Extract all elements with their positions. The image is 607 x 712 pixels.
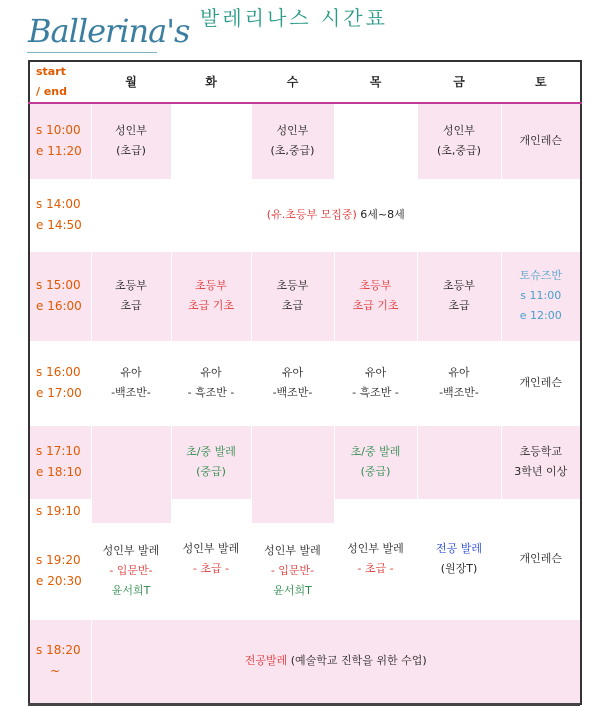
class-cell [171,251,251,341]
class-name: 유아 [120,366,142,379]
class-cell: 개인레슨 [501,499,581,619]
class-level: (초,중급) [437,144,481,158]
day-wed: 수 [251,61,334,103]
class-cell [251,341,334,425]
tilde: ~ [50,664,61,679]
class-cell: 개인레슨 [501,103,581,179]
end-time: e 12:00 [519,309,562,322]
class-name: 유아 [364,366,387,379]
class-cell [251,523,334,619]
class-level: - 입문반- [109,564,153,577]
class-cell [91,251,171,341]
row-1000 [29,103,581,179]
row-1400 [29,179,581,251]
class-name: 초등부 [276,279,309,292]
row-1710 [29,425,581,499]
class-cell [171,499,251,619]
start-time: s 10:00 [36,123,81,138]
class-level: -백조반- [439,386,479,399]
logo-underline [27,52,157,53]
ballerinas-logo: Ballerina's [28,12,190,50]
class-cell [334,251,417,341]
day-thu: 목 [334,61,417,103]
empty-cell [171,103,251,179]
teacher-name: 윤서희T [273,584,312,597]
class-cell [501,425,581,499]
class-name: 성인부 발레 [264,544,321,557]
class-name: 성인부 발레 [102,544,160,557]
start-time: s 16:00 [36,365,81,379]
start-label: start [36,65,66,78]
time-cell: s 19:10 [29,499,91,523]
class-cell [171,341,251,425]
time-cell [29,251,91,341]
start-end-header [29,61,91,103]
class-name: 초등부 [195,279,227,292]
class-level: 초급 [120,299,142,312]
class-cell [91,103,171,179]
day-mon: 월 [91,61,171,103]
class-level: -백조반- [111,386,151,399]
day-sat: 토 [501,61,581,103]
class-level: 3학년 이상 [514,465,568,478]
recruiting-label: (유.초등부 모집중) [266,208,357,221]
class-level: (중급) [196,465,226,478]
class-cell [417,499,501,619]
class-level: 초급 기초 [187,299,234,312]
teacher-name: (원장T) [440,562,478,575]
class-cell [251,103,334,179]
row-1500 [29,251,581,341]
class-name: 전공 발레 [435,542,482,555]
class-level: - 흑조반 - [352,386,399,399]
end-time: e 16:00 [36,299,82,313]
recruiting-banner [91,179,581,251]
class-level: -백조반- [272,386,313,399]
time-cell [29,103,91,179]
class-name: 성인부 [115,124,147,138]
age-range: 6세~8세 [360,208,405,221]
start-time: s 19:20 [36,553,81,567]
class-level: - 초급 - [357,562,394,575]
class-name: 초/중 발레 [186,445,236,458]
header-row [29,61,581,103]
start-time: s 14:00 [36,197,81,211]
time-cell [29,523,91,619]
class-name: 유아 [281,366,304,379]
end-time: e 14:50 [36,218,82,232]
class-name: 성인부 발레 [347,542,404,555]
teacher-name: 윤서희T [111,584,151,597]
end-label: / end [36,85,68,98]
class-cell: 개인레슨 [501,341,581,425]
empty-cell [334,103,417,179]
time-cell [29,341,91,425]
day-fri: 금 [417,61,501,103]
class-name: 성인부 [443,124,475,138]
class-level: 초급 [448,299,470,312]
major-class-description: (예술학교 진학을 위한 수업) [290,654,427,668]
timetable [28,60,582,705]
class-cell [501,251,581,341]
class-name: 초등부 [115,279,147,292]
major-class-label: 전공발레 [244,654,288,668]
day-tue: 화 [171,61,251,103]
class-name: 초/중 발레 [350,445,401,458]
class-cell [334,341,417,425]
end-time: e 20:30 [36,574,82,588]
empty-cell [91,425,171,523]
time-cell [29,619,91,704]
start-time: s 15:00 [36,278,81,292]
class-level: (초급) [116,144,146,158]
time-cell [29,179,91,251]
major-class-banner [91,619,581,704]
class-level: (초,중급) [270,144,315,158]
class-name: 성인부 발레 [182,542,240,555]
class-name: 유아 [200,366,222,379]
class-level: (중급) [360,465,391,478]
class-name: 초등부 [359,279,392,292]
class-name: 유아 [448,366,470,379]
time-cell [29,425,91,499]
class-level: - 초급 - [192,562,230,575]
empty-cell [251,425,334,523]
empty-cell [417,425,501,499]
class-cell [251,251,334,341]
class-name: 초등학교 [519,445,562,458]
end-time: e 17:00 [36,386,82,400]
page-title: 발레리나스 시간표 [200,6,388,30]
row-1820 [29,619,581,704]
class-level: 초급 기초 [352,299,399,312]
class-cell [91,523,171,619]
class-level: 초급 [281,299,304,312]
start-time: s 11:00 [520,289,562,302]
class-name: 초등부 [443,279,475,292]
row-1600 [29,341,581,425]
class-name: 토슈즈반 [519,269,562,282]
start-time: s 17:10 [36,444,81,458]
start-time: s 18:20 [36,643,81,658]
class-cell [334,499,417,619]
class-cell [417,103,501,179]
class-level: - 흑조반 - [187,386,235,399]
class-cell [417,341,501,425]
class-name: 성인부 [276,124,309,138]
class-cell [334,425,417,499]
class-level: - 입문반- [270,564,315,577]
bottom-border [28,703,580,706]
end-time: e 18:10 [36,465,82,479]
end-time: e 11:20 [36,144,82,159]
class-cell [417,251,501,341]
class-cell [91,341,171,425]
class-cell [171,425,251,499]
